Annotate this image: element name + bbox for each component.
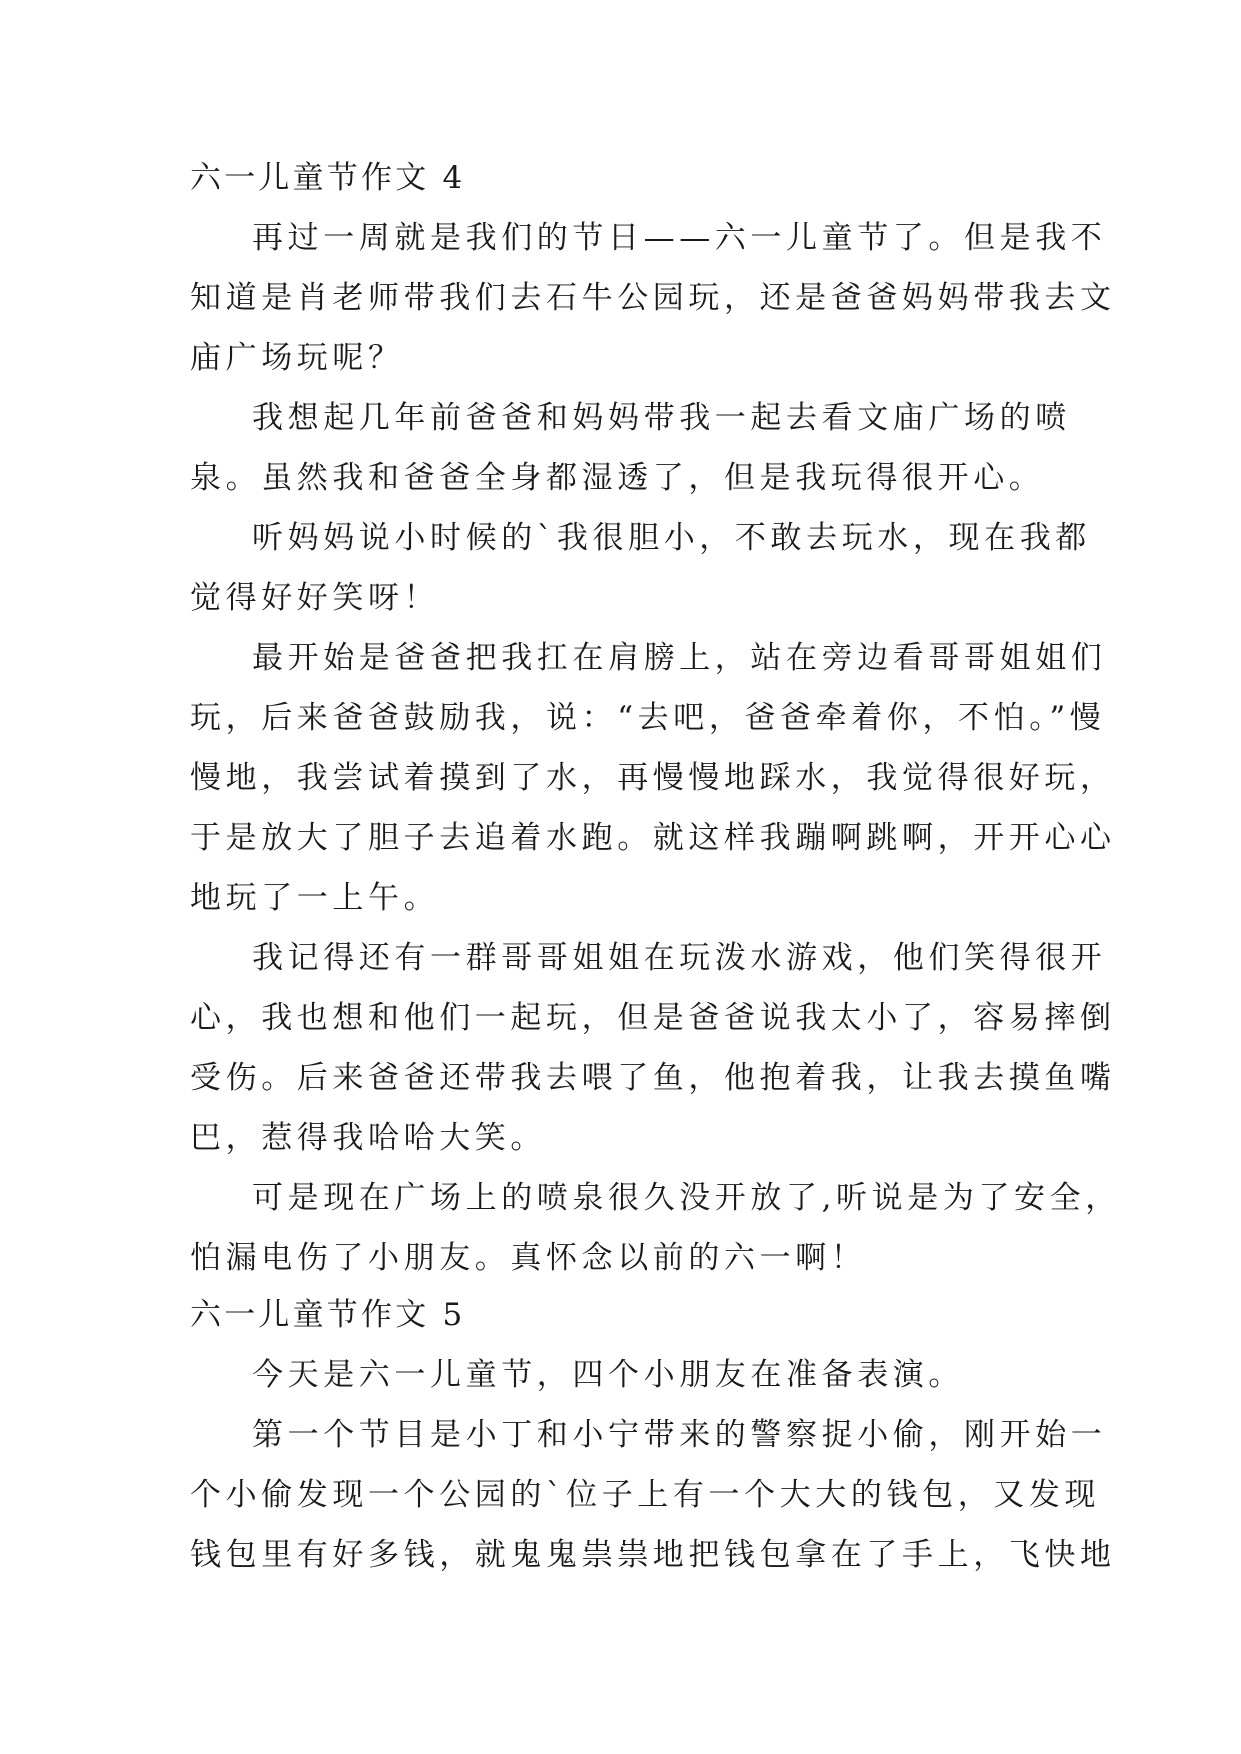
text-line: 我想起几年前爸爸和妈妈带我一起去看文庙广场的喷 (252, 400, 1071, 436)
text-line: 我记得还有一群哥哥姐姐在玩泼水游戏，他们笑得很开 (252, 940, 1107, 976)
text-line: 怕漏电伤了小朋友。真怀念以前的六一啊！ (190, 1240, 867, 1276)
text-line: 庙广场玩呢？ (190, 340, 404, 376)
text-line: 巴，惹得我哈哈大笑。 (190, 1120, 546, 1156)
text-line: 知道是肖老师带我们去石牛公园玩，还是爸爸妈妈带我去文 (190, 280, 1116, 316)
section-title: 六一儿童节作文 4 (190, 160, 466, 196)
section-title: 六一儿童节作文 5 (190, 1297, 466, 1333)
text-line: 心，我也想和他们一起玩，但是爸爸说我太小了，容易摔倒 (190, 1000, 1116, 1036)
text-line: 个小偷发现一个公园的`位子上有一个大大的钱包，又发现 (190, 1477, 1101, 1513)
text-line: 于是放大了胆子去追着水跑。就这样我蹦啊跳啊，开开心心 (190, 820, 1116, 856)
text-line: 可是现在广场上的喷泉很久没开放了,听说是为了安全， (252, 1180, 1121, 1216)
text-line: 玩，后来爸爸鼓励我，说：“去吧，爸爸牵着你，不怕。”慢 (190, 700, 1106, 736)
text-line: 再过一周就是我们的节日——六一儿童节了。但是我不 (252, 220, 1107, 256)
text-line: 慢地，我尝试着摸到了水，再慢慢地踩水，我觉得很好玩， (190, 760, 1116, 796)
text-line: 今天是六一儿童节，四个小朋友在准备表演。 (252, 1357, 964, 1393)
text-line: 最开始是爸爸把我扛在肩膀上，站在旁边看哥哥姐姐们 (252, 640, 1107, 676)
text-line: 钱包里有好多钱，就鬼鬼祟祟地把钱包拿在了手上，飞快地 (190, 1537, 1116, 1573)
text-line: 泉。虽然我和爸爸全身都湿透了，但是我玩得很开心。 (190, 460, 1045, 496)
text-line: 受伤。后来爸爸还带我去喂了鱼，他抱着我，让我去摸鱼嘴 (190, 1060, 1116, 1096)
text-line: 觉得好好笑呀！ (190, 580, 440, 616)
text-line: 听妈妈说小时候的`我很胆小，不敢去玩水，现在我都 (252, 520, 1091, 556)
text-line: 第一个节目是小丁和小宁带来的警察捉小偷，刚开始一 (252, 1417, 1107, 1453)
text-line: 地玩了一上午。 (190, 880, 440, 916)
